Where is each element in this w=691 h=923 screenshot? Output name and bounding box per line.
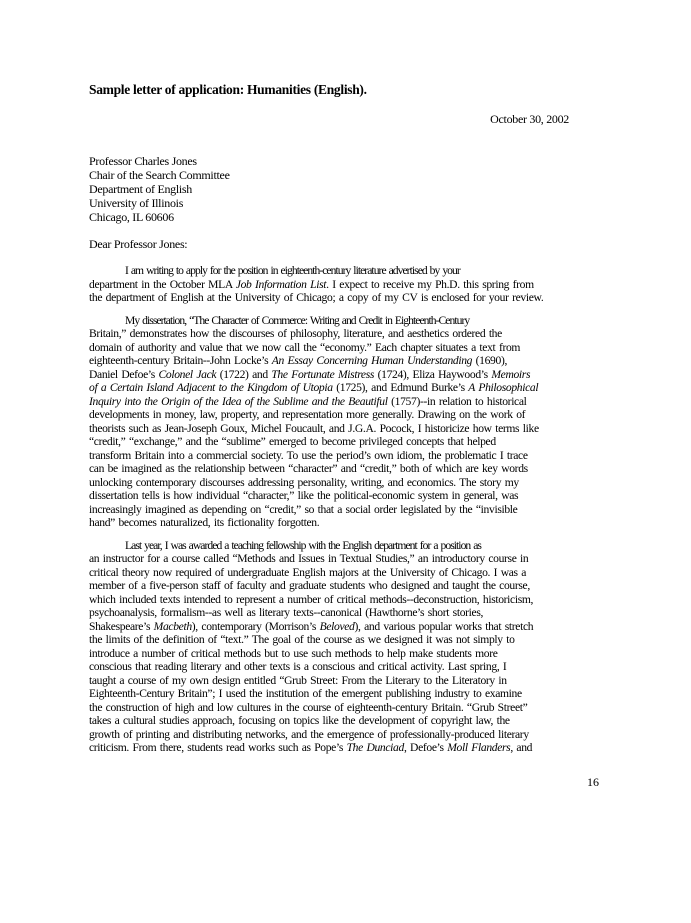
paragraph-line <box>89 606 575 620</box>
paragraph-line <box>89 593 575 607</box>
text-run: can be imagined as the relationship between “character” and “credit,” both of which are key words <box>89 462 528 475</box>
paragraph-line <box>89 660 575 674</box>
address-line: Chair of the Search Committee <box>89 168 230 182</box>
italic-title: Macbeth <box>153 619 192 633</box>
paragraph-line <box>89 552 575 566</box>
text-run: Last year, I was awarded a teaching fellowship with the English department for a position as <box>125 538 481 552</box>
body-paragraph <box>89 539 575 755</box>
text-run: Eighteenth-Century Britain”; I used the institution of the emergent publishing industry to examine <box>89 687 522 700</box>
address-line: Department of English <box>89 182 193 196</box>
text-run: eighteenth-century Britain--John Locke’s <box>89 354 272 367</box>
paragraph-line <box>89 291 575 305</box>
italic-title: An Essay Concerning Human Understanding <box>271 354 473 367</box>
italic-title: The Dunciad <box>346 741 404 754</box>
paragraph-line <box>89 341 575 355</box>
paragraph-line <box>89 435 575 449</box>
text-run: Daniel Defoe’s <box>89 367 159 381</box>
text-run: hand” becomes naturalized, its fictionality forgotten. <box>89 516 320 529</box>
text-run: Shakespeare’s <box>89 619 154 633</box>
paragraph-line <box>89 620 575 634</box>
paragraph-line <box>89 462 575 476</box>
text-run: domain of authority and value that we now call the “economy.” Each chapter situates a text from <box>89 340 521 354</box>
paragraph-line <box>89 264 575 278</box>
paragraph-line <box>89 539 575 553</box>
paragraph-line <box>89 476 575 490</box>
text-run: ), contemporary (Morrison’s <box>191 619 320 633</box>
text-run: introduce a number of critical methods but to use such methods to help make students more <box>89 646 498 660</box>
text-run: the construction of high and low cultures in the course of eighteenth-century Britain. “Grub Street” <box>89 700 528 714</box>
text-run: department in the October MLA <box>89 277 236 291</box>
italic-title: Moll Flanders <box>447 741 511 754</box>
text-run: ), and various popular works that stretch <box>354 619 534 633</box>
italic-title: of a Certain Island Adjacent to the Kingdom of Utopia <box>89 381 333 394</box>
text-run: (1722) and <box>216 367 272 381</box>
paragraph-line <box>89 728 575 742</box>
paragraph-line <box>89 687 575 701</box>
letter-body <box>89 264 575 764</box>
paragraph-line <box>89 489 575 503</box>
paragraph-line <box>89 633 575 647</box>
text-run: I am writing to apply for the position in eighteenth-century literature advertised by your <box>125 264 460 277</box>
paragraph-line <box>89 701 575 715</box>
letter-date: October 30, 2002 <box>490 112 569 126</box>
page-number: 16 <box>587 775 599 789</box>
text-run: (1757)--in relation to historical <box>387 394 527 408</box>
text-run: “credit,” “exchange,” and the “sublime” emerged to become privileged concepts that helped <box>89 435 496 448</box>
text-run: conscious that reading literary and other texts is a conscious and critical activity. Last spring, I <box>89 660 507 673</box>
italic-title: Colonel Jack <box>158 367 217 381</box>
text-run: (1725), and Edmund Burke’s <box>332 381 469 394</box>
paragraph-line <box>89 674 575 688</box>
text-run: takes a cultural studies approach, focusing on topics like the development of copyright law, the <box>89 714 510 727</box>
paragraph-line <box>89 327 575 341</box>
address-line: Professor Charles Jones <box>89 154 197 168</box>
paragraph-line <box>89 354 575 368</box>
paragraph-line <box>89 503 575 517</box>
paragraph-line <box>89 381 575 395</box>
paragraph-line <box>89 408 575 422</box>
italic-title: Memoirs <box>491 367 531 381</box>
text-run: the limits of the definition of “text.” The goal of the course as we designed it was not simply to <box>89 633 515 646</box>
text-run: Britain,” demonstrates how the discourses of philosophy, literature, and aesthetics ordered the <box>89 327 502 340</box>
paragraph-line <box>89 422 575 436</box>
text-run: , Defoe’s <box>403 741 448 754</box>
text-run: dissertation tells is how individual “character,” like the political-economic system in general, was <box>89 489 519 502</box>
paragraph-line <box>89 368 575 382</box>
paragraph-line <box>89 566 575 580</box>
paragraph-line <box>89 449 575 463</box>
text-run: psychoanalysis, formalism--as well as literary texts--canonical (Hawthorne’s short stories, <box>89 606 484 619</box>
text-run: . I expect to receive my Ph.D. this spring from <box>326 277 534 291</box>
italic-title: A Philosophical <box>468 381 539 394</box>
text-run: growth of printing and distributing networks, and the emergence of professionally-produced literary <box>89 727 529 741</box>
text-run: developments in money, law, property, and representation more generally. Drawing on the work of <box>89 408 526 421</box>
text-run: , and <box>510 741 533 754</box>
recipient-address <box>89 154 230 224</box>
address-line: Chicago, IL 60606 <box>89 210 174 224</box>
paragraph-line <box>89 741 575 755</box>
text-run: critical theory now required of undergraduate English majors at the University of Chicago. I was a <box>89 565 527 579</box>
text-run: taught a course of my own design entitled “Grub Street: From the Literary to the Literatory in <box>89 673 507 687</box>
salutation: Dear Professor Jones: <box>89 237 188 251</box>
text-run: an instructor for a course called “Methods and Issues in Textual Studies,” an introductory course in <box>89 552 529 565</box>
italic-title: Job Information List <box>235 277 327 291</box>
text-run: the department of English at the University of Chicago; a copy of my CV is enclosed for your review. <box>89 291 544 304</box>
italic-title: Inquiry into the Origin of the Idea of the Sublime and the Beautiful <box>89 394 388 408</box>
italic-title: The Fortunate Mistress <box>271 367 375 381</box>
paragraph-line <box>89 647 575 661</box>
address-line: University of Illinois <box>89 196 184 210</box>
text-run: criticism. From there, students read works such as Pope’s <box>89 741 347 754</box>
text-run: My dissertation, “The Character of Commerce: Writing and Credit in Eighteenth-Century <box>125 313 470 327</box>
italic-title: Beloved <box>319 619 355 633</box>
text-run: increasingly imagined as depending on “credit,” so that a social order legislated by the “invisible <box>89 502 518 516</box>
text-run: theorists such as Jean-Joseph Goux, Michel Foucault, and J.G.A. Pocock, I historicize how terms like <box>89 421 539 435</box>
paragraph-line <box>89 516 575 530</box>
paragraph-line <box>89 278 575 292</box>
paragraph-line <box>89 714 575 728</box>
text-run: transform Britain into a commercial society. To use the period’s own idiom, the problematic I trace <box>89 448 528 462</box>
paragraph-line <box>89 395 575 409</box>
body-paragraph <box>89 264 575 305</box>
text-run: (1690), <box>472 354 508 367</box>
text-run: unlocking contemporary discourses addressing personality, writing, and economics. The story my <box>89 475 519 489</box>
body-paragraph <box>89 314 575 530</box>
letter-heading: Sample letter of application: Humanities (English). <box>89 82 367 97</box>
text-run: member of a five-person staff of faculty and graduate students who designed and taught the course, <box>89 579 530 592</box>
text-run: (1724), Eliza Haywood’s <box>374 367 492 381</box>
paragraph-line <box>89 579 575 593</box>
paragraph-line <box>89 314 575 328</box>
text-run: which included texts intended to represent a number of critical methods--deconstruction, historicism, <box>89 592 534 606</box>
